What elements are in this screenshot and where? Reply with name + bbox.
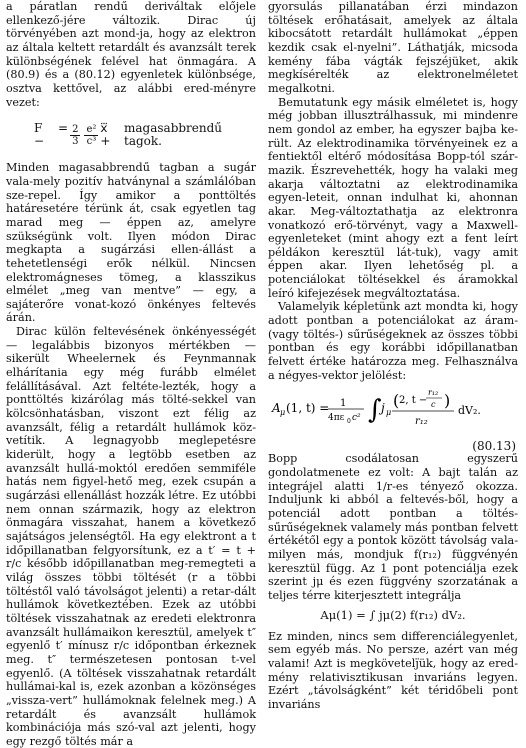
svg-text:c²: c² xyxy=(352,413,361,424)
svg-text:0: 0 xyxy=(347,418,351,426)
paragraph: Dirac külön feltevésének önkényességét — legalábbis bizonyos mértékben — sikerült Wheelernek és Feynmannak elhárítania egy még furább elmélet felállításával. Azt feltéte-lezték, hogy a ponttöltés kizárólag más tölté-sekkel van kölcsönhatásban, viszont ezt félig az avanzsált, félig a retardált hullámok köz-vetítik. A legnagyobb meglepetésre kiderült, hogy a legtöbb esetben az avanzsált hullá-moktól eredően semmiféle hatás nem figyel-hető meg, ezek csupán a sugárzási ellenállást hozzák létre. Ez utóbbi nem onnan származik, hogy az elektron önmagára visszahat, hanem a következő sajátságos jelenségtől. Ha egy elektront a t időpillanatban felgyorsítunk, ez a t′ = t + r/c később időpillanatban meg-remegteti a világ összes többi töltését (r a többi töltéstől való távolságot jelenti) a retar-dált hullámok következtében. Ezek az utóbbi töltések visszahatnak az eredeti elektronra avanzsált hullámaikon keresztül, amelyek t″ egyenlő t′ mínusz r/c időpontban érkeznek meg. t″ természetesen pontosan t-vel egyenlő. (A töltések visszahatnak retardált hullámai-kal is, ezek azonban a közönséges „vissza-vert” hullámoknak felelnek meg.) A retardált és avanzsált hullámok kombinációja más szó-val azt jelenti, hogy egy rezgő töltés már a xyxy=(6,325,256,748)
paragraph: Bopp csodálatosan egyszerű gondolatmenete ez volt: A bajt talán az integrájel alatti 1/r-es tényező okozza. Induljunk ki abból a feltevés-ből, hogy a potenciál adott pontban a töltés-sűrűségeknek valamely más pontban felvett értékétől egy a pontok között távolság vala-milyen más, mondjuk f(r₁₂) függvényén keresztül függ. Az 1 pont potenciálja ezek szerint jμ és ezen függvény szorzatának a teljes térre kiterjesztett integrálja xyxy=(268,452,518,602)
left-column xyxy=(6,0,256,748)
eq-e-squared: e² xyxy=(86,123,97,135)
eq-numerator: 2 xyxy=(72,123,79,135)
svg-text:∫: ∫ xyxy=(368,395,382,426)
paragraph: Ez minden, nincs sem differenciálegyenlet, sem egyéb más. No persze, azért van még valami! Azt is megkövetelj̈ük, hogy az ered-mény relativisztikusan invariáns legyen. Ezért „távolságként” két téridőbeli pont invariáns xyxy=(268,629,518,711)
svg-text:r₁₂: r₁₂ xyxy=(428,388,439,398)
right-column xyxy=(268,0,518,712)
svg-text:j: j xyxy=(381,401,385,416)
equation-potential xyxy=(268,382,518,452)
svg-text:r₁₂: r₁₂ xyxy=(415,416,428,428)
eq-denominator: 3 xyxy=(72,135,79,147)
fraction-e-c xyxy=(84,124,98,147)
paragraph: Minden magasabbrendű tagban a sugár vala-mely pozitív hatványnal a számlálóban sze-repel. Így amikor a ponttöltés határesetére térünk át, csak egyetlen tag marad meg — éppen az, amelyre szükségünk volt. Ilyen módon Dirac megkapta a sugárzási ellen-állást a tehetetlenségi erők nélkül. Nincsen elektromágneses tömeg, a klasszikus elmélet „meg van mentve” — egy, a sajáterőre vonat-kozó önkényes feltevés árán. xyxy=(6,161,256,325)
equation-graphic xyxy=(268,382,518,436)
eq-c-cubed: c³ xyxy=(86,135,97,147)
svg-text:(1, t) =: (1, t) = xyxy=(286,401,330,416)
svg-text:μ: μ xyxy=(386,408,392,418)
fraction-two-thirds xyxy=(70,124,80,147)
svg-text:μ: μ xyxy=(280,408,286,418)
paragraph: Bemutatunk egy másik elméletet is, hogy még jobban illusztrálhassuk, mi mindenre nem gondol az ember, ha egyszer bajba ke-rült. Az elektrodinamika törvényeinek ez a fentiektől eltérő módosítása Bopp-tól szár-mazik. Észrevehették, hogy ha valaki meg akarja változtatni az elektrodinamika egyen-leteit, onnan indulhat ki, ahonnan akar. Meg-változtathatja az elektronra vonatkozó erő-törvényt, vagy a Maxwell-egyenleteket (mint ahogy ezt a fent leírt példákon keresztül lát-tuk), vagy amit éppen akar. Ilyen lehetőség pl. a potenciálokat töltésekkel és áramokkal leíró kifejezések megváltoztatása. xyxy=(268,95,518,300)
eq-x-term: x⃛ + xyxy=(100,120,111,149)
svg-text:1: 1 xyxy=(340,398,347,410)
equation-bopp: Aμ(1) = ∫ jμ(2) f(r₁₂) dV₂. xyxy=(320,607,466,622)
svg-text:(: ( xyxy=(393,391,400,411)
svg-text:dV₂.: dV₂. xyxy=(458,404,481,418)
paragraph: gyorsulás pillanatában érzi mindazon töltések erőhatásait, amelyek az általa kibocsátott retardált hullámokat „éppen kezdik csak el-nyelni”. Láthatják, micsoda kemény fába vágták fejszéjüket, akik megkísérelték az elektronelméletet megalkotni. xyxy=(268,0,518,95)
svg-text:): ) xyxy=(444,391,451,411)
paragraph: a páratlan rendű deriváltak előjele ellenkező-jére változik. Dirac új törvényében azt mond-ja, hogy az elektron az általa keltett retardált és avanzsált terek különbségének felével hat önmagára. A (80.9) és a (80.12) egyenletek különbsége, osztva kettővel, az alábbi ered-ményre vezet: xyxy=(6,0,256,109)
eq-lhs: F = − xyxy=(34,120,69,149)
svg-text:2, t −: 2, t − xyxy=(399,395,428,407)
paragraph: Valamelyik képletünk azt mondta ki, hogy adott pontban a potenciálokat az áram-(vagy töltés-) sűrűségeknek az összes többi pontban és egy korábbi időpillanatban felvett értéke határozza meg. Felhasználva a négyes-vektor jelölést: xyxy=(268,300,518,382)
equation-number: (80.13) xyxy=(472,439,516,454)
svg-text:A: A xyxy=(272,401,281,416)
svg-text:c: c xyxy=(431,400,436,410)
svg-text:4πε: 4πε xyxy=(328,413,345,424)
eq-tail: magasabbrendű tagok. xyxy=(124,120,223,149)
equation-radiation-force xyxy=(6,109,256,161)
